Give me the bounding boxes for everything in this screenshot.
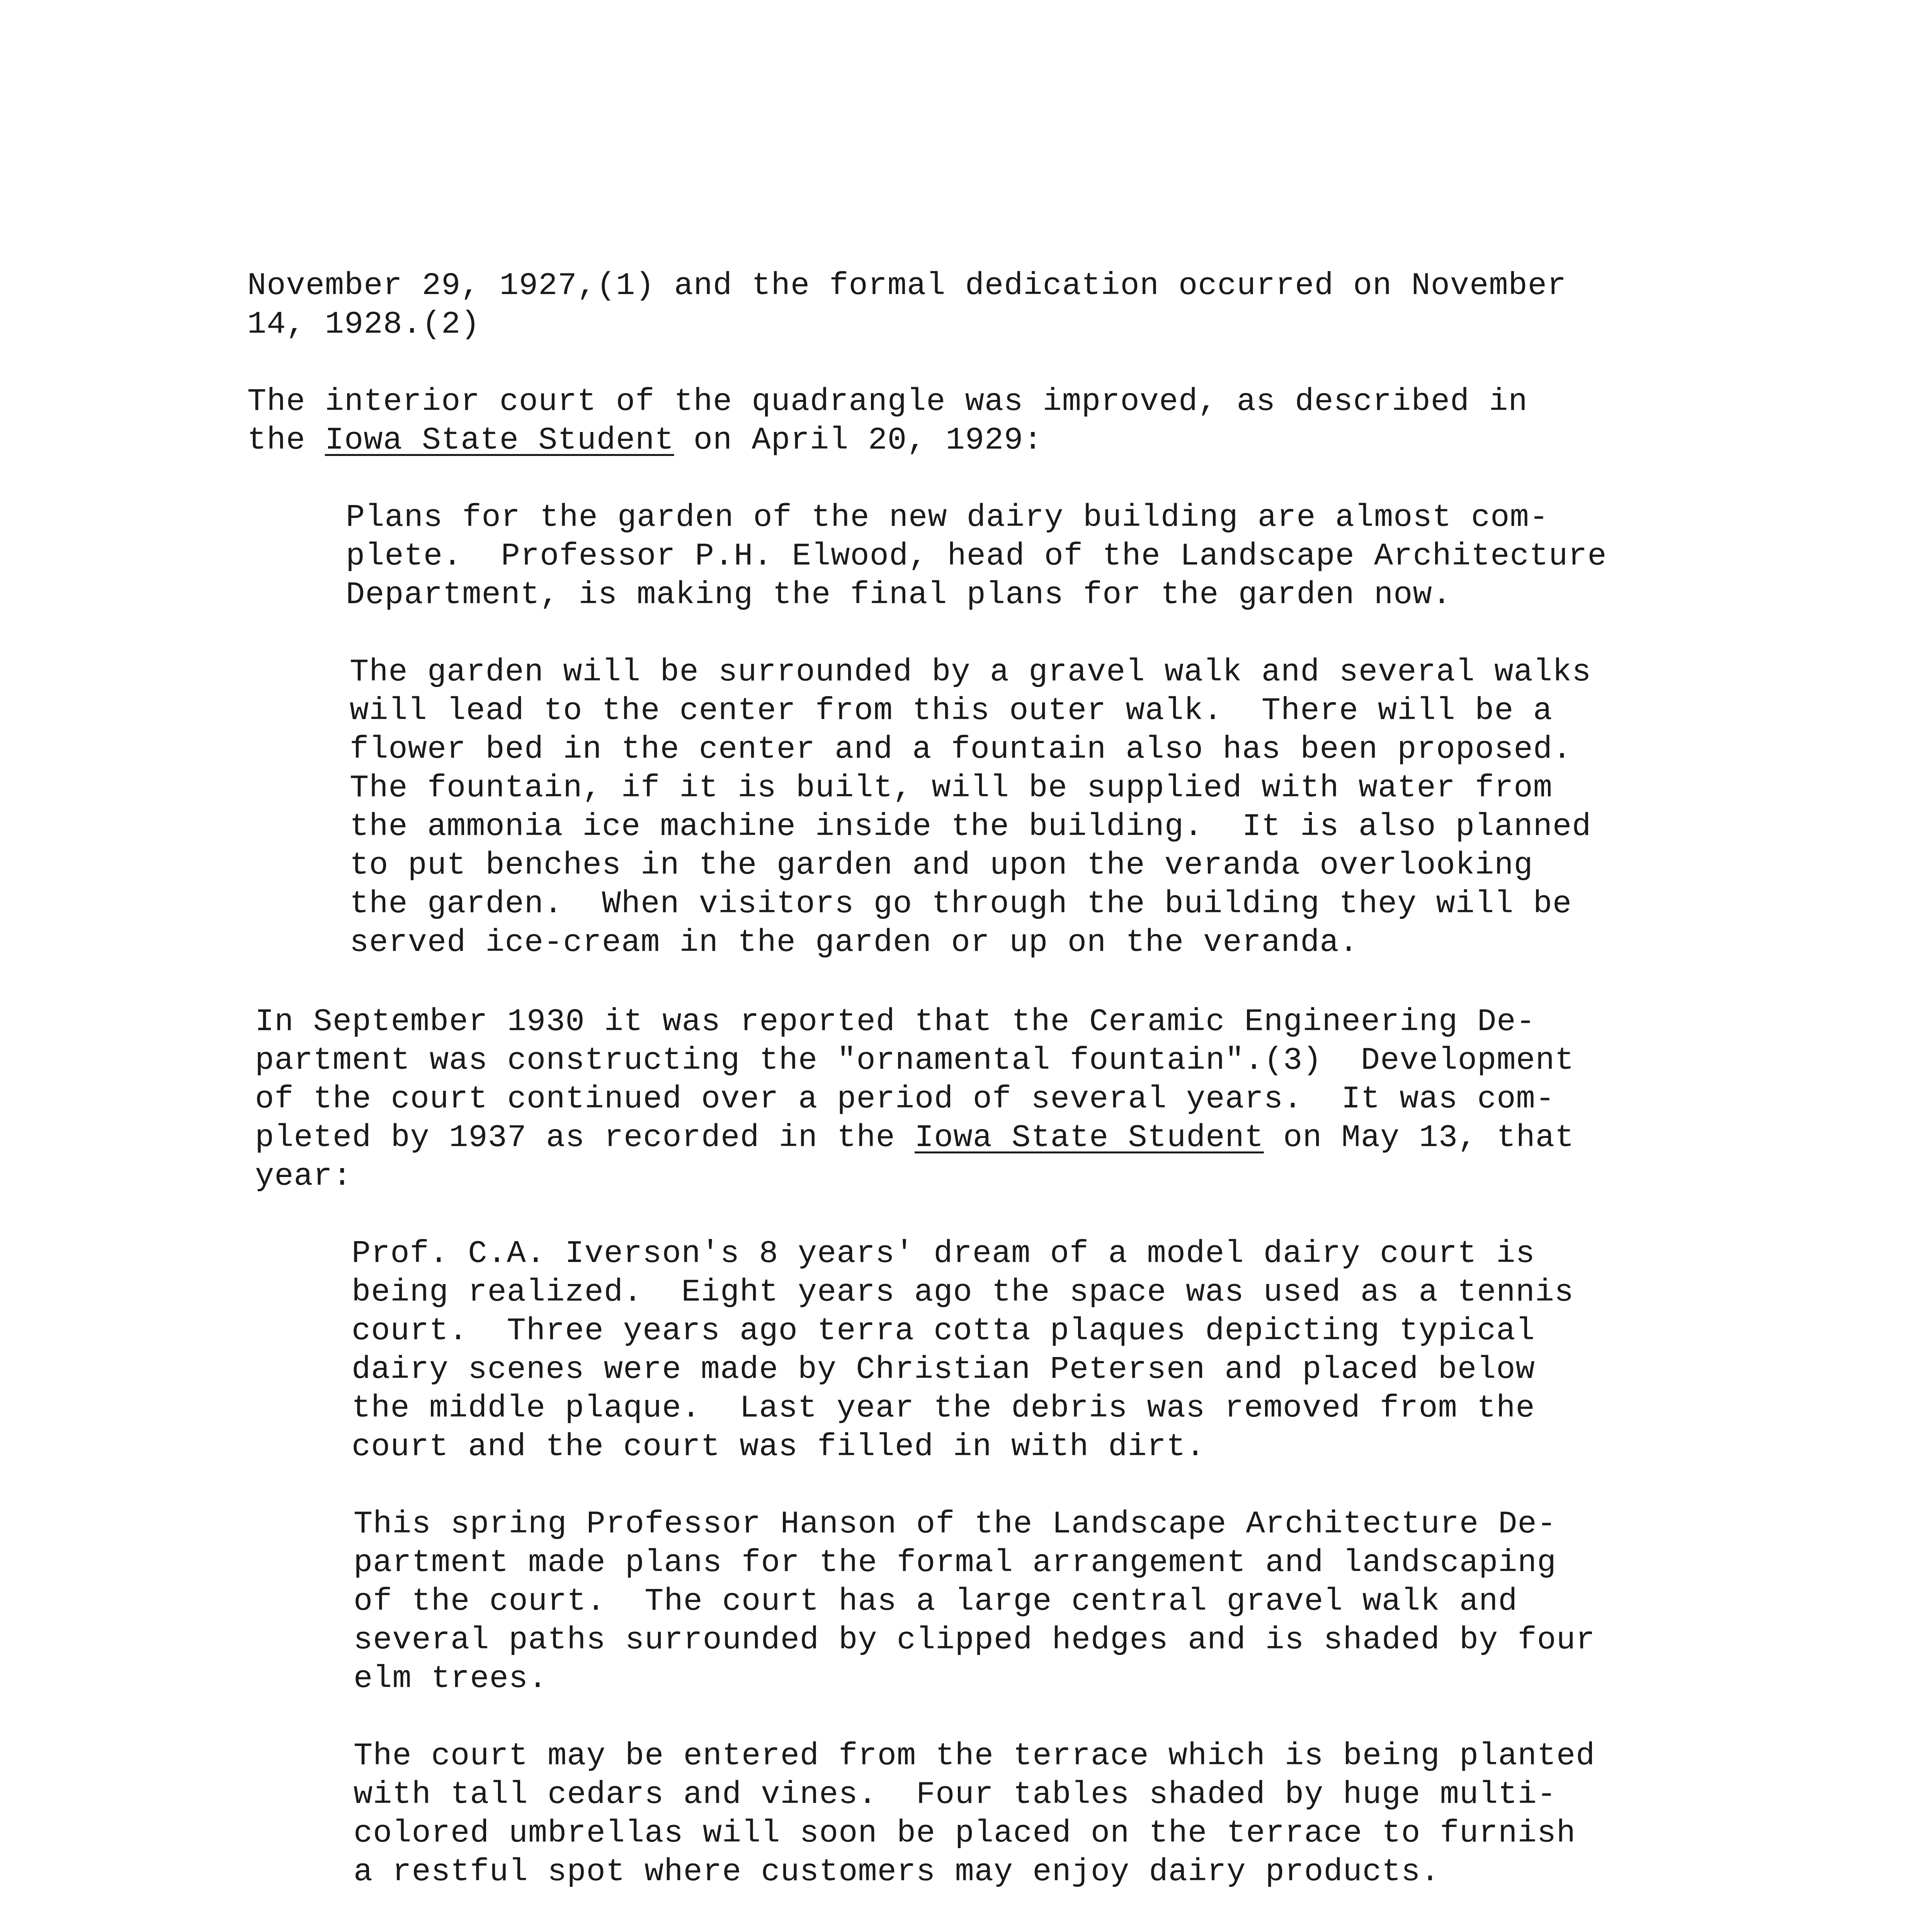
quote1-p1-line-2: plete. Professor P.H. Elwood, head of the Landscape Architecture (346, 538, 1607, 574)
quote2-p3-line-4: a restful spot where customers may enjoy dairy products. (354, 1854, 1440, 1890)
quote2-p1-line-3: court. Three years ago terra cotta plaques depicting typical (352, 1313, 1535, 1349)
quote2-p3-line-2: with tall cedars and vines. Four tables shaded by huge multi- (354, 1777, 1556, 1813)
publication-title: Iowa State Student (915, 1120, 1264, 1156)
quote2-p3-line-3: colored umbrellas will soon be placed on the terrace to furnish (354, 1815, 1576, 1851)
para2-line-1: The interior court of the quadrangle was improved, as described in (247, 384, 1528, 420)
quote1-p2-line-8: served ice-cream in the garden or up on the veranda. (350, 925, 1359, 961)
para3-line-3: of the court continued over a period of several years. It was com- (255, 1081, 1555, 1117)
quote1-p2-line-1: The garden will be surrounded by a gravel walk and several walks (350, 654, 1592, 690)
intro-line-1: November 29, 1927,(1) and the formal dedication occurred on November (247, 268, 1567, 304)
para2-line-2-pre: the (247, 422, 325, 458)
quote1-p1-line-1: Plans for the garden of the new dairy building are almost com- (346, 500, 1549, 536)
para3-line-4-pre: pleted by 1937 as recorded in the (255, 1120, 915, 1156)
para3-line-5: year: (255, 1158, 352, 1194)
quote1-p2-line-6: to put benches in the garden and upon the veranda overlooking (350, 847, 1533, 883)
quote2-p2-line-3: of the court. The court has a large central gravel walk and (354, 1583, 1518, 1619)
para3-line-1: In September 1930 it was reported that the Ceramic Engineering De- (255, 1004, 1536, 1040)
quote2-p2-line-4: several paths surrounded by clipped hedges and is shaded by four (354, 1622, 1595, 1658)
quote1-p1-line-3: Department, is making the final plans for the garden now. (346, 577, 1452, 613)
para2-line-2-post: on April 20, 1929: (674, 422, 1043, 458)
quote1-p2-line-4: The fountain, if it is built, will be supplied with water from (350, 770, 1553, 806)
publication-title: Iowa State Student (325, 422, 674, 458)
quote2-p2-line-1: This spring Professor Hanson of the Landscape Architecture De- (354, 1506, 1556, 1542)
quote1-p2-line-3: flower bed in the center and a fountain also has been proposed. (350, 731, 1572, 767)
quote1-p2-line-2: will lead to the center from this outer walk. There will be a (350, 693, 1553, 729)
quote2-p1-line-2: being realized. Eight years ago the space was used as a tennis (352, 1274, 1574, 1310)
quote2-p1-line-4: dairy scenes were made by Christian Petersen and placed below (352, 1352, 1535, 1388)
para2-line-2 (247, 421, 1043, 460)
para3-line-4 (255, 1119, 1574, 1157)
quote2-p1-line-5: the middle plaque. Last year the debris was removed from the (352, 1390, 1535, 1426)
quote2-p1-line-6: court and the court was filled in with dirt. (352, 1429, 1206, 1465)
para3-line-2: partment was constructing the "ornamental fountain".(3) Development (255, 1043, 1575, 1078)
quote2-p2-line-2: partment made plans for the formal arrangement and landscaping (354, 1545, 1556, 1581)
quote2-p2-line-5: elm trees. (354, 1661, 548, 1697)
para3-line-4-post: on May 13, that (1264, 1120, 1575, 1156)
quote1-p2-line-7: the garden. When visitors go through the building they will be (350, 886, 1572, 922)
intro-line-2: 14, 1928.(2) (247, 306, 480, 342)
quote2-p1-line-1: Prof. C.A. Iverson's 8 years' dream of a model dairy court is (352, 1236, 1535, 1272)
quote1-p2-line-5: the ammonia ice machine inside the building. It is also planned (350, 809, 1592, 845)
quote2-p3-line-1: The court may be entered from the terrace which is being planted (354, 1738, 1595, 1774)
